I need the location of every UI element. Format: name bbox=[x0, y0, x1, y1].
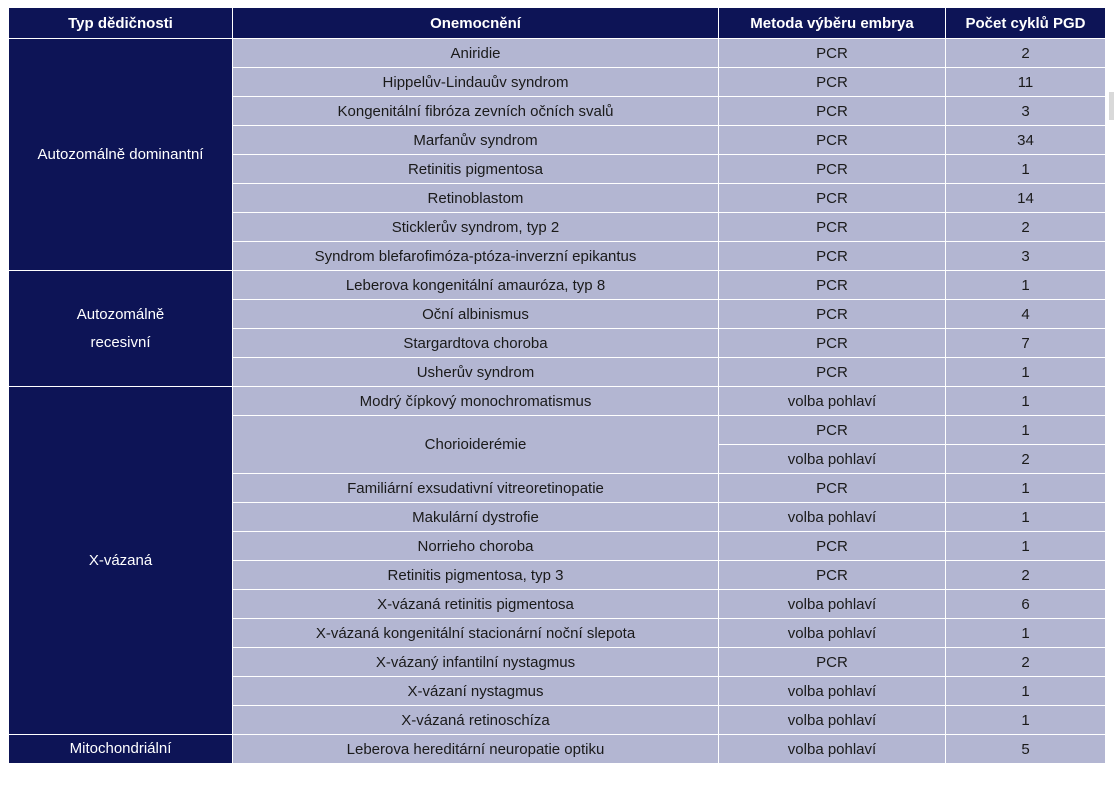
pgd-count-cell: 2 bbox=[946, 648, 1106, 677]
method-cell: PCR bbox=[719, 271, 946, 300]
pgd-count-cell: 6 bbox=[946, 590, 1106, 619]
inheritance-type-cell bbox=[9, 735, 233, 764]
pgd-table bbox=[8, 7, 1106, 764]
disease-name-cell: Retinitis pigmentosa bbox=[233, 155, 719, 184]
pgd-count-cell: 1 bbox=[946, 358, 1106, 387]
method-cell: volba pohlaví bbox=[719, 619, 946, 648]
disease-name-cell: Retinoblastom bbox=[233, 184, 719, 213]
pgd-count-cell: 1 bbox=[946, 532, 1106, 561]
table-row bbox=[9, 387, 1106, 416]
inheritance-type-label: Autozomálně bbox=[76, 305, 165, 323]
method-cell: volba pohlaví bbox=[719, 735, 946, 764]
disease-name-cell: Retinitis pigmentosa, typ 3 bbox=[233, 561, 719, 590]
disease-name-cell: Chorioiderémie bbox=[233, 416, 719, 474]
inheritance-type-cell bbox=[9, 39, 233, 271]
pgd-table-container bbox=[8, 7, 1105, 764]
inheritance-type-label: Mitochondriální bbox=[69, 740, 172, 757]
table-row bbox=[9, 39, 1106, 68]
inheritance-type-cell bbox=[9, 387, 233, 735]
pgd-count-cell: 1 bbox=[946, 677, 1106, 706]
method-cell: PCR bbox=[719, 329, 946, 358]
method-cell: PCR bbox=[719, 213, 946, 242]
method-cell: PCR bbox=[719, 416, 946, 445]
disease-name-cell: X-vázaná kongenitální stacionární noční slepota bbox=[233, 619, 719, 648]
disease-name-cell: Usherův syndrom bbox=[233, 358, 719, 387]
pgd-count-cell: 1 bbox=[946, 706, 1106, 735]
pgd-count-cell: 34 bbox=[946, 126, 1106, 155]
table-row bbox=[9, 735, 1106, 764]
inheritance-type-label: X-vázaná bbox=[88, 551, 153, 569]
pgd-count-cell: 1 bbox=[946, 503, 1106, 532]
disease-name-cell: Stargardtova choroba bbox=[233, 329, 719, 358]
header-embryo-selection-method: Metoda výběru embrya bbox=[719, 8, 946, 39]
table-header-row bbox=[9, 8, 1106, 39]
disease-name-cell: Modrý čípkový monochromatismus bbox=[233, 387, 719, 416]
inheritance-type-cell bbox=[9, 271, 233, 387]
pgd-count-cell: 3 bbox=[946, 97, 1106, 126]
method-cell: volba pohlaví bbox=[719, 445, 946, 474]
method-cell: PCR bbox=[719, 561, 946, 590]
disease-name-cell: Aniridie bbox=[233, 39, 719, 68]
method-cell: volba pohlaví bbox=[719, 706, 946, 735]
method-cell: PCR bbox=[719, 532, 946, 561]
method-cell: PCR bbox=[719, 242, 946, 271]
disease-name-cell: Leberova hereditární neuropatie optiku bbox=[233, 735, 719, 764]
method-cell: PCR bbox=[719, 648, 946, 677]
table-row bbox=[9, 271, 1106, 300]
inheritance-type-label: recesivní bbox=[90, 333, 151, 351]
method-cell: volba pohlaví bbox=[719, 503, 946, 532]
method-cell: PCR bbox=[719, 39, 946, 68]
disease-name-cell: Familiární exsudativní vitreoretinopatie bbox=[233, 474, 719, 503]
pgd-count-cell: 1 bbox=[946, 416, 1106, 445]
pgd-count-cell: 2 bbox=[946, 445, 1106, 474]
pgd-count-cell: 1 bbox=[946, 387, 1106, 416]
method-cell: PCR bbox=[719, 68, 946, 97]
disease-name-cell: X-vázaní nystagmus bbox=[233, 677, 719, 706]
method-cell: PCR bbox=[719, 155, 946, 184]
pgd-count-cell: 1 bbox=[946, 155, 1106, 184]
inheritance-type-label: Autozomálně dominantní bbox=[37, 145, 204, 163]
pgd-count-cell: 2 bbox=[946, 39, 1106, 68]
method-cell: PCR bbox=[719, 184, 946, 213]
scrollbar-thumb[interactable] bbox=[1109, 92, 1114, 120]
disease-name-cell: Norrieho choroba bbox=[233, 532, 719, 561]
disease-name-cell: Makulární dystrofie bbox=[233, 503, 719, 532]
disease-name-cell: Leberova kongenitální amauróza, typ 8 bbox=[233, 271, 719, 300]
pgd-count-cell: 2 bbox=[946, 561, 1106, 590]
disease-name-cell: Sticklerův syndrom, typ 2 bbox=[233, 213, 719, 242]
pgd-count-cell: 14 bbox=[946, 184, 1106, 213]
method-cell: volba pohlaví bbox=[719, 590, 946, 619]
disease-name-cell: Kongenitální fibróza zevních očních svalů bbox=[233, 97, 719, 126]
pgd-count-cell: 7 bbox=[946, 329, 1106, 358]
disease-name-cell: Hippelův-Lindauův syndrom bbox=[233, 68, 719, 97]
pgd-count-cell: 11 bbox=[946, 68, 1106, 97]
header-disease: Onemocnění bbox=[233, 8, 719, 39]
method-cell: volba pohlaví bbox=[719, 387, 946, 416]
pgd-count-cell: 3 bbox=[946, 242, 1106, 271]
disease-name-cell: Syndrom blefarofimóza-ptóza-inverzní epikantus bbox=[233, 242, 719, 271]
method-cell: PCR bbox=[719, 300, 946, 329]
pgd-count-cell: 1 bbox=[946, 271, 1106, 300]
method-cell: volba pohlaví bbox=[719, 677, 946, 706]
method-cell: PCR bbox=[719, 358, 946, 387]
disease-name-cell: X-vázaná retinoschíza bbox=[233, 706, 719, 735]
pgd-count-cell: 1 bbox=[946, 619, 1106, 648]
disease-name-cell: Marfanův syndrom bbox=[233, 126, 719, 155]
pgd-count-cell: 2 bbox=[946, 213, 1106, 242]
disease-name-cell: Oční albinismus bbox=[233, 300, 719, 329]
pgd-count-cell: 1 bbox=[946, 474, 1106, 503]
method-cell: PCR bbox=[719, 97, 946, 126]
table-body bbox=[9, 39, 1106, 764]
method-cell: PCR bbox=[719, 474, 946, 503]
header-pgd-cycle-count: Počet cyklů PGD bbox=[946, 8, 1106, 39]
disease-name-cell: X-vázaný infantilní nystagmus bbox=[233, 648, 719, 677]
pgd-count-cell: 5 bbox=[946, 735, 1106, 764]
pgd-count-cell: 4 bbox=[946, 300, 1106, 329]
header-inheritance-type: Typ dědičnosti bbox=[9, 8, 233, 39]
method-cell: PCR bbox=[719, 126, 946, 155]
disease-name-cell: X-vázaná retinitis pigmentosa bbox=[233, 590, 719, 619]
